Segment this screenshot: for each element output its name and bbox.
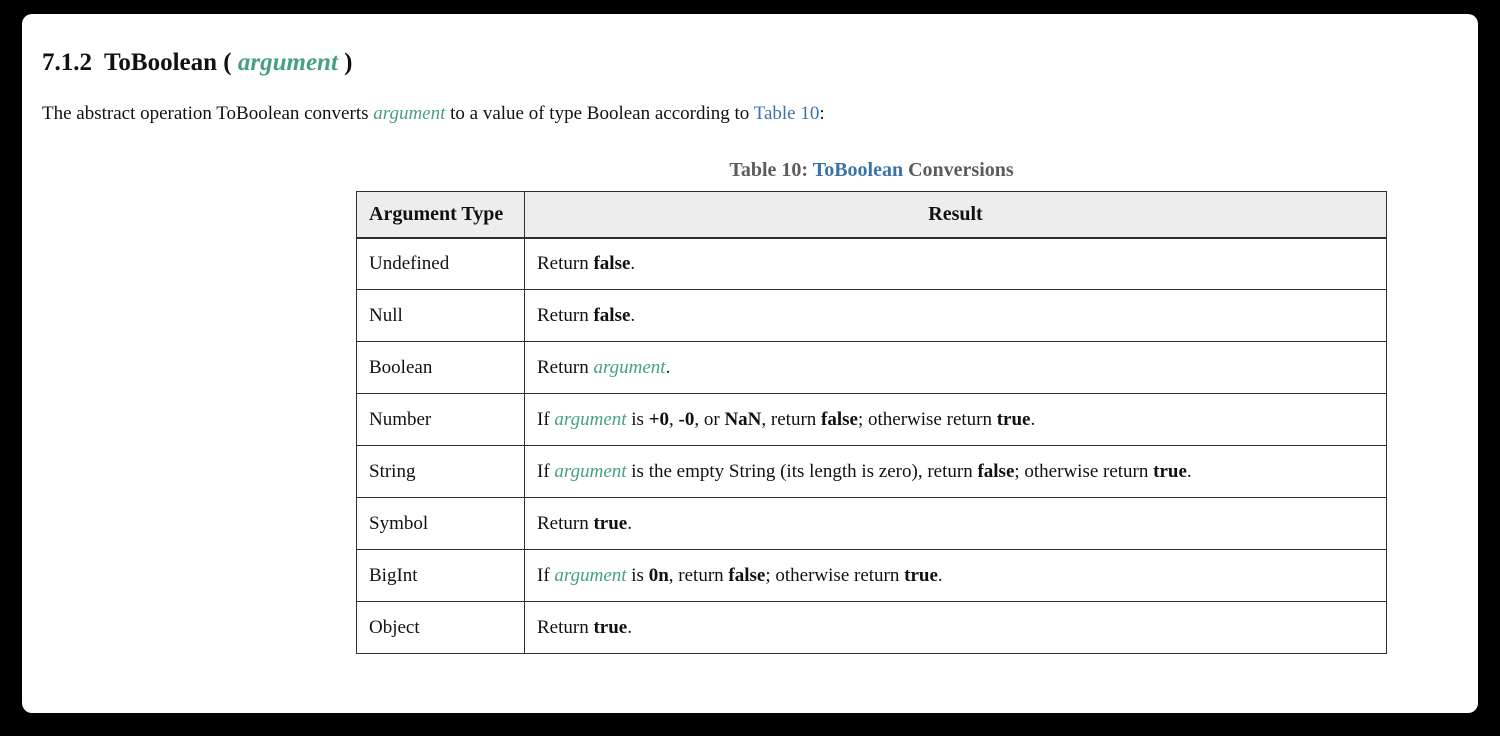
argument-type-cell: Boolean	[357, 342, 525, 394]
variable-name: argument	[593, 356, 666, 378]
table-row	[357, 290, 1387, 342]
variable-name: argument	[373, 103, 446, 124]
argument-type-cell: Object	[357, 602, 525, 654]
variable-name: argument	[554, 460, 627, 482]
table-row	[357, 238, 1387, 290]
result-cell: If argument is +0, -0, or NaN, return false; otherwise return true.	[525, 394, 1387, 446]
result-cell: Return true.	[525, 602, 1387, 654]
toboolean-conversions-figure	[356, 159, 1387, 655]
variable-name: argument	[554, 564, 627, 586]
table-row	[357, 498, 1387, 550]
argument-type-cell: String	[357, 446, 525, 498]
result-cell: Return false.	[525, 238, 1387, 290]
argument-type-cell: Symbol	[357, 498, 525, 550]
variable-name: argument	[237, 49, 338, 76]
toboolean-conversions-table	[356, 191, 1387, 655]
result-cell: If argument is 0n, return false; otherwise return true.	[525, 550, 1387, 602]
table-row	[357, 394, 1387, 446]
column-header-result: Result	[525, 191, 1387, 238]
variable-name: argument	[554, 408, 627, 430]
table-caption: Table 10: ToBoolean Conversions	[729, 158, 1014, 181]
table-row	[357, 446, 1387, 498]
result-cell: If argument is the empty String (its length is zero), return false; otherwise return true.	[525, 446, 1387, 498]
intro-paragraph: The abstract operation ToBoolean converts argument to a value of type Boolean according to Table 10:	[42, 103, 825, 124]
xref-link[interactable]: ToBoolean	[812, 158, 904, 181]
argument-type-cell: Number	[357, 394, 525, 446]
argument-type-cell: Undefined	[357, 238, 525, 290]
result-cell: Return true.	[525, 498, 1387, 550]
spec-page-card	[22, 14, 1478, 713]
table-row	[357, 550, 1387, 602]
result-cell: Return argument.	[525, 342, 1387, 394]
section-heading: 7.1.2 ToBoolean ( argument )	[42, 49, 353, 76]
table-row	[357, 602, 1387, 654]
table-header-row	[357, 191, 1387, 238]
result-cell: Return false.	[525, 290, 1387, 342]
xref-link[interactable]: Table 10	[753, 103, 820, 124]
column-header-argument-type: Argument Type	[357, 191, 525, 238]
table-row	[357, 342, 1387, 394]
argument-type-cell: Null	[357, 290, 525, 342]
argument-type-cell: BigInt	[357, 550, 525, 602]
